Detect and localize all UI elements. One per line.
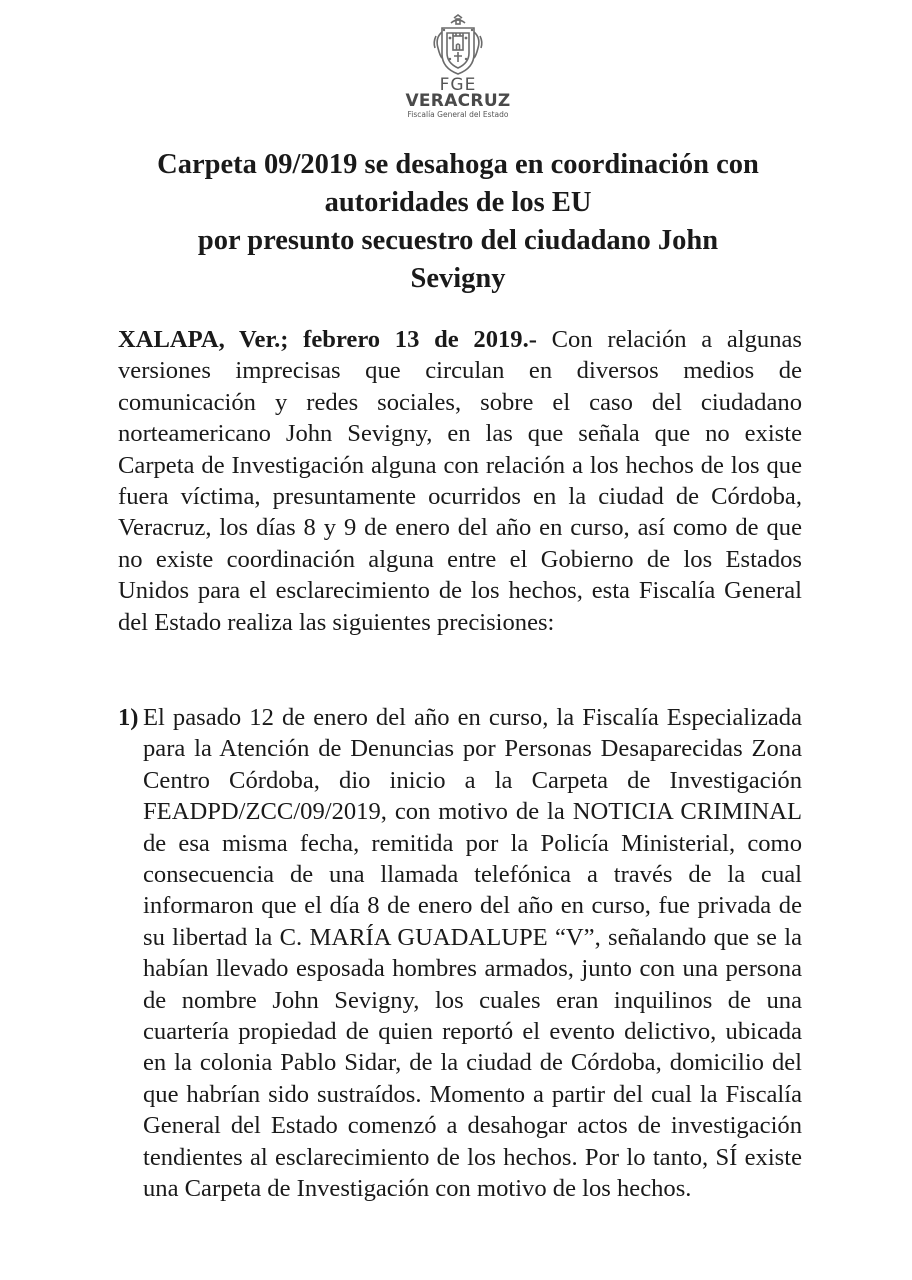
- numbered-item: [118, 702, 802, 1205]
- item-number: 1): [118, 704, 139, 731]
- intro-text: Con relación a algunas versiones imprecisas que circulan en diversos medios de comunicación y redes sociales, sobre el caso del ciudadano norteamericano John Sevigny, en las que señala que no existe Carpeta de Investigación alguna con relación a los hechos de los que fuera víctima, presuntamente ocurridos en la ciudad de Córdoba, Veracruz, los días 8 y 9 de enero del año en curso, así como de que no existe coordinación alguna entre el Gobierno de los Estados Unidos para el esclarecimiento de los hechos, esta Fiscalía General del Estado realiza las siguientes precisiones:: [118, 326, 802, 636]
- logo-state-name: VERACRUZ: [405, 91, 511, 111]
- logo-subtitle: Fiscalía General del Estado: [407, 110, 509, 119]
- fge-veracruz-logo: [400, 14, 516, 132]
- item-text: El pasado 12 de enero del año en curso, la Fiscalía Especializada para la Atención de Denuncias por Personas Desaparecidas Zona Centro Córdoba, dio inicio a la Carpeta de Investigación FEADPD/ZCC/09/2019, con motivo de la NOTICIA CRIMINAL de esa misma fecha, remitida por la Policía Ministerial, como consecuencia de una llamada telefónica a través de la cual informaron que el día 8 de enero del año en curso, fue privada de su libertad la C. MARÍA GUADALUPE “V”, señalando que se la habían llevado esposada hombres armados, junto con una persona de nombre John Sevigny, los cuales eran inquilinos de una cuartería propiedad de quien reportó el evento delictivo, ubicada en la colonia Pablo Sidar, de la ciudad de Córdoba, domicilio del que habrían sido sustraídos. Momento a partir del cual la Fiscalía General del Estado comenzó a desahogar actos de investigación tendientes al esclarecimiento de los hechos. Por lo tanto, SÍ existe una Carpeta de Investigación con motivo de los hechos.: [143, 704, 802, 1203]
- title-line: Sevigny: [410, 263, 506, 294]
- intro-paragraph: [118, 324, 802, 638]
- title-line: Carpeta 09/2019 se desahoga en coordinación con: [157, 149, 759, 180]
- title-line: autoridades de los EU: [324, 187, 592, 218]
- document-title: [100, 146, 816, 298]
- title-line: por presunto secuestro del ciudadano John: [197, 225, 719, 256]
- veracruz-coat-of-arms-icon: [430, 14, 486, 76]
- dateline: XALAPA, Ver.; febrero 13 de 2019.-: [118, 326, 537, 353]
- logo-abbreviation: FGE: [439, 75, 477, 95]
